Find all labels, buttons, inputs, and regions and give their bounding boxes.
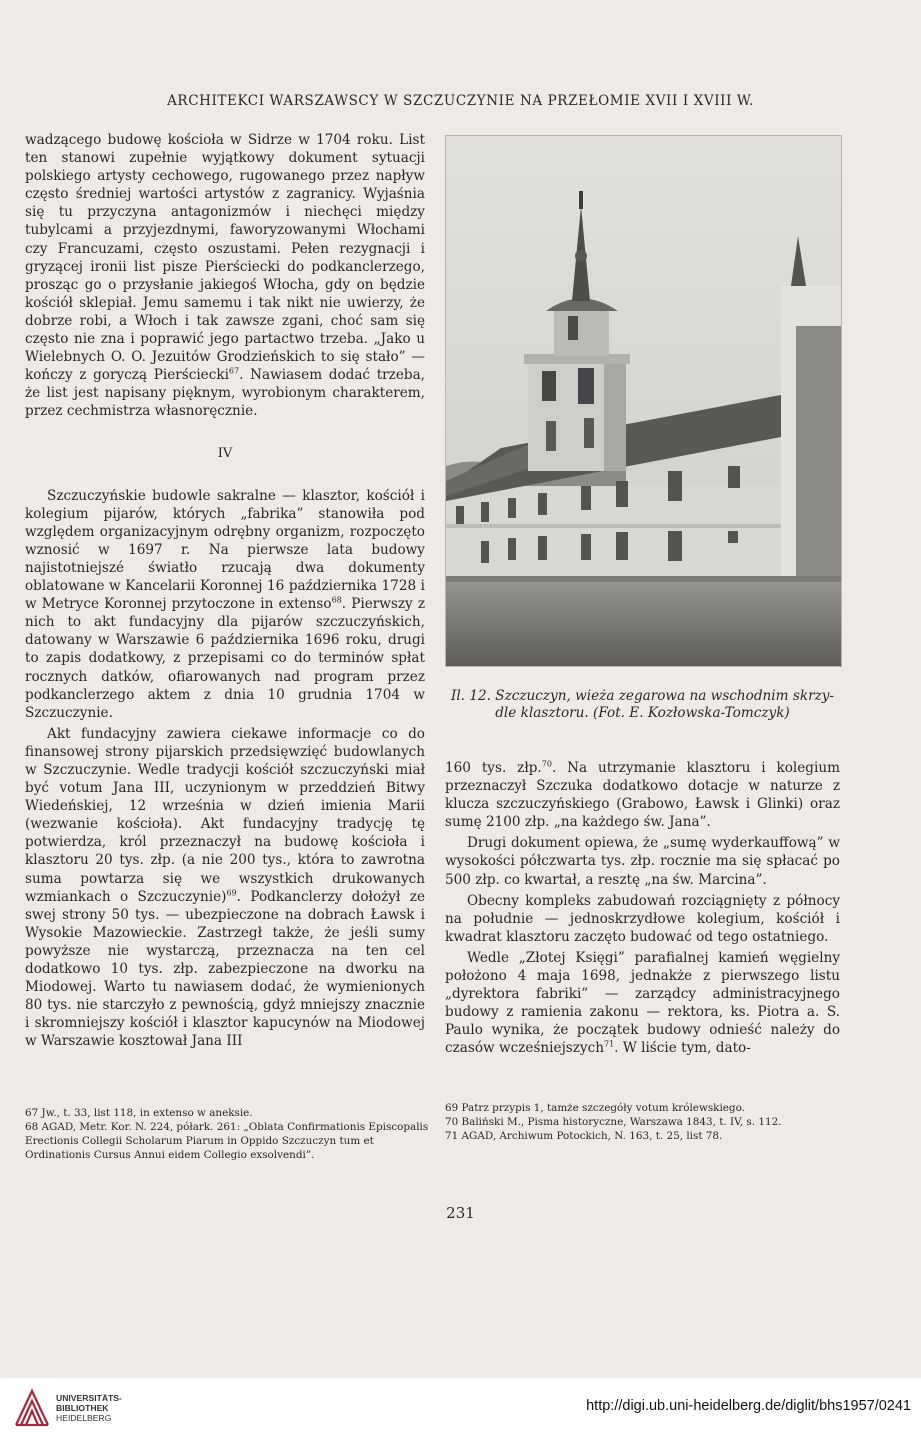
section-number: IV [217, 445, 233, 461]
photo-clock-tower [445, 135, 842, 667]
footnotes-left [25, 1106, 430, 1162]
footnote: 69 Patrz przypis 1, tamże szczegóły votum królewskiego. [445, 1102, 745, 1114]
footnote: 70 Baliński M., Pisma historyczne, Warszawa 1843, t. IV, s. 112. [445, 1116, 782, 1128]
paragraph: Akt fundacyjny zawiera ciekawe informacje co do finansowej strony pijarskich przedsięwzięć budowlanych w Szczuczynie. Wedle tradycji kościół szczuczyński miał być votum Jana III, uczynionym w przeddzień Bitwy Wiedeńskiej, 12 września w dzień imienia Marii (wezwanie kościoła). Akt fundacyjny tradycję tę potwierdza, król przeznaczył na budowę kościoła i klasztoru 20 tys. złp. (a nie 200 tys., która to zawrotna suma powtarza się we wszystkich drukowanych wzmiankach o Szczuczynie)$^{69}$. Podkanclerzy dołożył ze swej strony 50 tys. — ubezpieczone na dobrach Ławsk i Wysokie Mazowieckie. Zastrzegł także, że jeśli sumy powyższe nie wystarczą, przeznacza na ten cel dodatkowo 10 tys. złp. zabezpieczone na dworku na Miodowej. Warto tu nawiasem dodać, że wymienionych 80 tys. nie starczyło z pewnością, gdyż mniejszy znacznie i skromniejszy kościół i klasztor kapucynów na Miodowej w Warszawie kosztował Jana III [25, 725, 425, 1050]
page-number: 231 [446, 1204, 475, 1222]
footnote-ref[interactable]: 68 [331, 595, 342, 605]
paragraph: Szczuczyńskie budowle sakralne — klasztor, kościół i kolegium pijarów, których „fabrika” stanowiła pod względem organizacyjnym odrębny organizm, rozpoczęto wznosić w 1697 r. Na pierwsze lata budowy najistotniejszé światło rzucają dwa dokumenty oblatowane w Kancelarii Koronnej 16 października 1728 i w Metryce Koronnej przytoczone in extenso$^{68}$. Pierwszy z nich to akt fundacyjny dla pijarów szczuczyńskich, datowany w Warszawie 6 października 1696 roku, drugi to zapis dodatkowy, z przepisami co do terminów spłat rocznych datków, ofiarowanych nad program przez podkanclerzego aktem z dnia 10 grudnia 1704 w Szczuczynie. [25, 487, 425, 721]
footnote-ref[interactable]: 69 [226, 888, 237, 898]
viewer-footer [0, 1378, 921, 1437]
paragraph: Obecny kompleks zabudowań rozciągnięty z północy na południe — jednoskrzydłowe kolegium, kościół i kwadrat klasztoru zaczęto budować od tego ostatniego. [445, 892, 840, 945]
footnote-ref[interactable]: 67 [228, 366, 240, 376]
logo-line: BIBLIOTHEK [56, 1403, 109, 1413]
logo-line: HEIDELBERG [56, 1413, 112, 1423]
footnote: 71 AGAD, Archiwum Potockich, N. 163, t. 25, list 78. [445, 1130, 723, 1142]
paragraph: Drugi dokument opiewa, że „sumę wyderkauffową” w wysokości półczwarta tys. złp. rocznie ma się spłacać po 500 złp. co kwartał, a resztę „na św. Marcina”. [445, 835, 840, 888]
left-column [25, 131, 425, 1051]
paragraph: 160 tys. złp.$^{70}$. Na utrzymanie klasztoru i kolegium przeznaczył Szczuka dodatkowo dotacje w naturze z klucza szczuczyńskiego (Grabowo, Ławsk i Glinki) oraz sumę 2100 złp. „na każdego św. Jana”. [445, 759, 840, 831]
footnote: 67 Jw., t. 33, list 118, in extenso w aneksie. [25, 1107, 253, 1119]
footnote-ref[interactable]: 71 [603, 1039, 615, 1049]
library-logo[interactable] [12, 1385, 132, 1429]
paragraph: Wedle „Złotej Księgi” parafialnej kamień węgielny położono 4 maja 1698, jednakże z pierwszego listu „dyrektora fabriki” — zarządcy administracyjnego budowy z ramienia zakonu — rektora, ks. Piotra a. S. Paulo wynika, że początek budowy odnieść należy do czasów wcześniejszych$^{71}$. W liście tym, dato- [445, 949, 840, 1057]
footnote: 68 AGAD, Metr. Kor. N. 224, półark. 261: „Oblata Confirmationis Episcopalis Erectionis Collegii Scholarum Piarum in Oppido Szczuczyn tum et Ordinationis Cursus Annui eidem Collegio exsolvendi”. [25, 1121, 429, 1161]
logo-line: UNIVERSITÄTS- [56, 1393, 122, 1403]
right-column [445, 759, 840, 1058]
paragraph: wadzącego budowę kościoła w Sidrze w 1704 roku. List ten stanowi zupełnie wyjątkowy dokument sytuacji polskiego artysty cechowego, rugowanego przez napływ często średniej wartości artystów z zagranicy. Wyjaśnia się tu przyczyna antagonizmów i niechęci między tubylcami a przyjezdnymi, faworyzowanymi Włochami czy Francuzami, często oszustami. Pełen rezygnacji i gryzącej ironii list pisze Pierściecki do podkanclerzego, prosząc go o przysłanie jakiegoś Włocha, gdy on będzie kościół sklepiał. Jemu samemu i tak nikt nie uwierzy, że dobrze robi, a Włoch i tak zawsze zgani, choć sam się często nie zna i poprawić jego partactwo trzeba. „Jako u Wielebnych O. O. Jezuitów Grodzieńskich to się stało” — kończy z goryczą Pierściecki$^{67}$. Nawiasem dodać trzeba, że list jest napisany pięknym, wyrobionym charakterem, przez cechmistrza własnoręcznie. [25, 132, 425, 420]
running-head: ARCHITEKCI WARSZAWSCY W SZCZUCZYNIE NA PRZEŁOMIE XVII I XVIII W. [167, 93, 754, 109]
figure-caption: Il. 12. Szczuczyn, wieża zegarowa na wschodnim skrzy- dle klasztoru. (Fot. E. Kozłowska-Tomczyk) [450, 688, 835, 721]
permalink-url[interactable]: http://digi.ub.uni-heidelberg.de/diglit/bhs1957/0241 [586, 1398, 911, 1414]
library-seal-icon [12, 1385, 52, 1429]
footnotes-right [445, 1101, 845, 1143]
footnote-ref[interactable]: 70 [541, 759, 552, 769]
